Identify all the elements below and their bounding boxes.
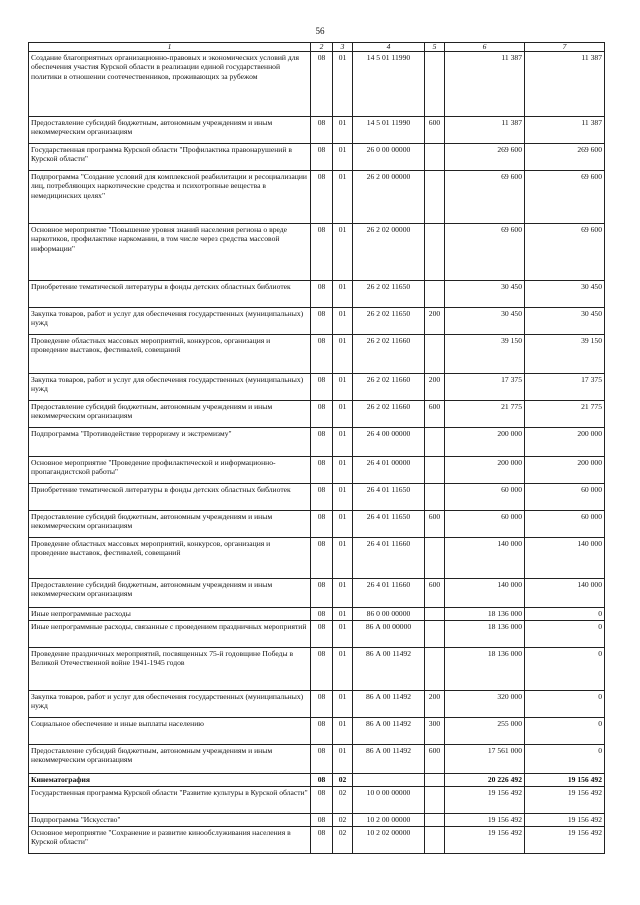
- table-row: [29, 457, 605, 484]
- cell-name: Предоставление субсидий бюджетным, автономным учреждениям и иным некоммерческим организациям: [29, 579, 311, 608]
- cell-name: Приобретение тематической литературы в фонды детских областных библиотек: [29, 484, 311, 511]
- cell-name: Кинематография: [29, 774, 311, 787]
- cell-section: 08: [311, 814, 333, 827]
- cell-amount-1: 18 136 000: [445, 648, 525, 691]
- cell-amount-1: 19 156 492: [445, 827, 525, 854]
- cell-target-article: 26 2 00 00000: [353, 171, 425, 224]
- cell-expense-type: [425, 335, 445, 374]
- cell-name: Основное мероприятие "Проведение профилактической и информационно-пропагандистской работы": [29, 457, 311, 484]
- cell-expense-type: [425, 538, 445, 579]
- table-row: [29, 401, 605, 428]
- cell-amount-1: 60 000: [445, 484, 525, 511]
- cell-name: Социальное обеспечение и иные выплаты населению: [29, 718, 311, 745]
- cell-subsection: 02: [333, 787, 353, 814]
- table-row: [29, 335, 605, 374]
- cell-section: 08: [311, 745, 333, 774]
- cell-section: 08: [311, 335, 333, 374]
- cell-amount-2: 0: [525, 621, 605, 648]
- cell-section: 08: [311, 538, 333, 579]
- cell-amount-1: 18 136 000: [445, 621, 525, 648]
- cell-expense-type: [425, 457, 445, 484]
- cell-expense-type: 600: [425, 745, 445, 774]
- cell-section: 08: [311, 428, 333, 457]
- cell-target-article: 26 2 02 11660: [353, 401, 425, 428]
- cell-section: 08: [311, 608, 333, 621]
- table-row: [29, 117, 605, 144]
- header-col-2: 2: [311, 43, 333, 52]
- cell-expense-type: 300: [425, 718, 445, 745]
- cell-section: 08: [311, 374, 333, 401]
- cell-expense-type: 600: [425, 401, 445, 428]
- cell-subsection: 01: [333, 224, 353, 281]
- table-row: [29, 308, 605, 335]
- cell-target-article: 26 4 01 00000: [353, 457, 425, 484]
- cell-expense-type: [425, 281, 445, 308]
- cell-amount-1: 21 775: [445, 401, 525, 428]
- cell-amount-1: 60 000: [445, 511, 525, 538]
- cell-section: 08: [311, 511, 333, 538]
- cell-section: 08: [311, 648, 333, 691]
- cell-subsection: 01: [333, 511, 353, 538]
- cell-subsection: 01: [333, 579, 353, 608]
- table-row: [29, 774, 605, 787]
- cell-name: Предоставление субсидий бюджетным, автономным учреждениям и иным некоммерческим организациям: [29, 745, 311, 774]
- cell-name: Предоставление субсидий бюджетным, автономным учреждениям и иным некоммерческим организациям: [29, 511, 311, 538]
- table-row: [29, 171, 605, 224]
- cell-amount-2: 60 000: [525, 484, 605, 511]
- cell-amount-2: 200 000: [525, 457, 605, 484]
- header-col-5: 5: [425, 43, 445, 52]
- header-col-7: 7: [525, 43, 605, 52]
- cell-name: Основное мероприятие "Повышение уровня знаний населения региона о вреде наркотиков, профилактике наркомании, в том числе через средства массовой информации": [29, 224, 311, 281]
- cell-subsection: 01: [333, 608, 353, 621]
- cell-amount-2: 11 387: [525, 52, 605, 117]
- cell-amount-2: 19 156 492: [525, 814, 605, 827]
- cell-expense-type: [425, 648, 445, 691]
- cell-section: 08: [311, 224, 333, 281]
- cell-amount-2: 21 775: [525, 401, 605, 428]
- cell-amount-1: 19 156 492: [445, 787, 525, 814]
- page-number: 56: [315, 26, 325, 36]
- cell-amount-2: 39 150: [525, 335, 605, 374]
- table-row: [29, 787, 605, 814]
- cell-expense-type: [425, 774, 445, 787]
- cell-amount-1: 11 387: [445, 117, 525, 144]
- cell-name: Закупка товаров, работ и услуг для обеспечения государственных (муниципальных) нужд: [29, 374, 311, 401]
- cell-expense-type: [425, 171, 445, 224]
- cell-amount-2: 60 000: [525, 511, 605, 538]
- cell-expense-type: 200: [425, 374, 445, 401]
- cell-subsection: 01: [333, 621, 353, 648]
- cell-amount-2: 69 600: [525, 171, 605, 224]
- header-col-4: 4: [353, 43, 425, 52]
- cell-amount-1: 17 561 000: [445, 745, 525, 774]
- cell-target-article: 26 2 02 11660: [353, 374, 425, 401]
- cell-name: Подпрограмма "Искусство": [29, 814, 311, 827]
- cell-name: Создание благоприятных организационно-правовых и экономических условий для обеспечения участия Курской области в реализации единой государственной политики в отношении соотечественников, проживающих за рубежом: [29, 52, 311, 117]
- table-row: [29, 745, 605, 774]
- cell-expense-type: [425, 827, 445, 854]
- cell-subsection: 02: [333, 827, 353, 854]
- cell-section: 08: [311, 281, 333, 308]
- cell-section: 08: [311, 401, 333, 428]
- cell-target-article: 86 А 00 11492: [353, 648, 425, 691]
- cell-subsection: 01: [333, 281, 353, 308]
- cell-amount-2: 17 375: [525, 374, 605, 401]
- cell-target-article: 26 2 02 00000: [353, 224, 425, 281]
- cell-amount-1: 11 387: [445, 52, 525, 117]
- table-row: [29, 511, 605, 538]
- cell-amount-2: 0: [525, 608, 605, 621]
- cell-subsection: 01: [333, 401, 353, 428]
- cell-target-article: 86 0 00 00000: [353, 608, 425, 621]
- cell-section: 08: [311, 774, 333, 787]
- cell-section: 08: [311, 117, 333, 144]
- cell-target-article: 86 А 00 11492: [353, 718, 425, 745]
- cell-amount-1: 18 136 000: [445, 608, 525, 621]
- cell-name: Закупка товаров, работ и услуг для обеспечения государственных (муниципальных) нужд: [29, 691, 311, 718]
- cell-amount-1: 17 375: [445, 374, 525, 401]
- cell-amount-2: 19 156 492: [525, 787, 605, 814]
- cell-subsection: 01: [333, 538, 353, 579]
- table-row: [29, 691, 605, 718]
- cell-expense-type: [425, 787, 445, 814]
- table-body: [29, 52, 605, 854]
- cell-name: Подпрограмма "Противодействие терроризму и экстремизму": [29, 428, 311, 457]
- cell-expense-type: [425, 144, 445, 171]
- cell-amount-2: 0: [525, 718, 605, 745]
- header-col-3: 3: [333, 43, 353, 52]
- cell-amount-2: 19 156 492: [525, 827, 605, 854]
- cell-amount-1: 255 000: [445, 718, 525, 745]
- cell-subsection: 01: [333, 308, 353, 335]
- cell-subsection: 01: [333, 691, 353, 718]
- cell-subsection: 01: [333, 52, 353, 117]
- cell-target-article: 26 4 01 11660: [353, 538, 425, 579]
- cell-target-article: 26 4 01 11650: [353, 484, 425, 511]
- cell-subsection: 01: [333, 428, 353, 457]
- cell-expense-type: 600: [425, 117, 445, 144]
- cell-section: 08: [311, 787, 333, 814]
- cell-amount-1: 269 600: [445, 144, 525, 171]
- cell-subsection: 01: [333, 117, 353, 144]
- cell-amount-2: 140 000: [525, 579, 605, 608]
- cell-name: Иные непрограммные расходы: [29, 608, 311, 621]
- cell-expense-type: [425, 484, 445, 511]
- budget-table: [28, 42, 605, 854]
- cell-name: Предоставление субсидий бюджетным, автономным учреждениям и иным некоммерческим организациям: [29, 401, 311, 428]
- cell-name: Иные непрограммные расходы, связанные с проведением праздничных мероприятий: [29, 621, 311, 648]
- cell-target-article: 10 2 00 00000: [353, 814, 425, 827]
- cell-target-article: 26 4 01 11650: [353, 511, 425, 538]
- cell-name: Проведение праздничных мероприятий, посвященных 75-й годовщине Победы в Великой Отечественной войне 1941-1945 годов: [29, 648, 311, 691]
- cell-target-article: 26 4 01 11660: [353, 579, 425, 608]
- cell-target-article: [353, 774, 425, 787]
- cell-amount-2: 19 156 492: [525, 774, 605, 787]
- cell-expense-type: [425, 621, 445, 648]
- cell-expense-type: [425, 814, 445, 827]
- cell-target-article: 10 0 00 00000: [353, 787, 425, 814]
- cell-subsection: 02: [333, 814, 353, 827]
- cell-name: Приобретение тематической литературы в фонды детских областных библиотек: [29, 281, 311, 308]
- cell-amount-1: 19 156 492: [445, 814, 525, 827]
- cell-target-article: 26 0 00 00000: [353, 144, 425, 171]
- cell-target-article: 26 4 00 00000: [353, 428, 425, 457]
- cell-section: 08: [311, 718, 333, 745]
- cell-amount-1: 200 000: [445, 457, 525, 484]
- cell-amount-2: 30 450: [525, 308, 605, 335]
- cell-target-article: 26 2 02 11650: [353, 308, 425, 335]
- cell-section: 08: [311, 579, 333, 608]
- cell-amount-2: 0: [525, 691, 605, 718]
- cell-section: 08: [311, 457, 333, 484]
- cell-subsection: 01: [333, 648, 353, 691]
- cell-section: 08: [311, 691, 333, 718]
- table-row: [29, 648, 605, 691]
- cell-amount-1: 69 600: [445, 171, 525, 224]
- cell-section: 08: [311, 827, 333, 854]
- header-col-6: 6: [445, 43, 525, 52]
- cell-expense-type: [425, 428, 445, 457]
- table-row: [29, 428, 605, 457]
- table-row: [29, 144, 605, 171]
- cell-amount-1: 140 000: [445, 579, 525, 608]
- table-row: [29, 538, 605, 579]
- cell-target-article: 86 А 00 00000: [353, 621, 425, 648]
- cell-amount-1: 30 450: [445, 308, 525, 335]
- cell-amount-2: 200 000: [525, 428, 605, 457]
- cell-section: 08: [311, 171, 333, 224]
- cell-expense-type: [425, 608, 445, 621]
- cell-subsection: 01: [333, 457, 353, 484]
- cell-name: Проведение областных массовых мероприятий, конкурсов, организация и проведение выставок, фестивалей, совещаний: [29, 538, 311, 579]
- cell-name: Государственная программа Курской области "Профилактика правонарушений в Курской области": [29, 144, 311, 171]
- table-row: [29, 621, 605, 648]
- cell-amount-2: 0: [525, 648, 605, 691]
- cell-section: 08: [311, 144, 333, 171]
- cell-amount-2: 269 600: [525, 144, 605, 171]
- cell-amount-1: 69 600: [445, 224, 525, 281]
- cell-target-article: 86 А 00 11492: [353, 745, 425, 774]
- cell-target-article: 14 5 01 11990: [353, 52, 425, 117]
- cell-expense-type: 200: [425, 308, 445, 335]
- cell-expense-type: [425, 224, 445, 281]
- cell-target-article: 10 2 02 00000: [353, 827, 425, 854]
- cell-expense-type: 200: [425, 691, 445, 718]
- table-row: [29, 814, 605, 827]
- cell-section: 08: [311, 484, 333, 511]
- cell-name: Предоставление субсидий бюджетным, автономным учреждениям и иным некоммерческим организациям: [29, 117, 311, 144]
- cell-section: 08: [311, 308, 333, 335]
- header-row: [29, 43, 605, 52]
- cell-amount-2: 69 600: [525, 224, 605, 281]
- cell-subsection: 01: [333, 171, 353, 224]
- cell-expense-type: 600: [425, 511, 445, 538]
- table-row: [29, 484, 605, 511]
- cell-amount-1: 20 226 492: [445, 774, 525, 787]
- cell-subsection: 01: [333, 144, 353, 171]
- cell-amount-1: 140 000: [445, 538, 525, 579]
- table-row: [29, 827, 605, 854]
- cell-amount-2: 30 450: [525, 281, 605, 308]
- table-row: [29, 281, 605, 308]
- cell-expense-type: [425, 52, 445, 117]
- cell-amount-1: 200 000: [445, 428, 525, 457]
- table-row: [29, 579, 605, 608]
- cell-target-article: 26 2 02 11650: [353, 281, 425, 308]
- table-row: [29, 52, 605, 117]
- cell-amount-1: 320 000: [445, 691, 525, 718]
- cell-target-article: 86 А 00 11492: [353, 691, 425, 718]
- header-col-1: 1: [29, 43, 311, 52]
- cell-amount-2: 0: [525, 745, 605, 774]
- cell-name: Государственная программа Курской области "Развитие культуры в Курской области": [29, 787, 311, 814]
- cell-subsection: 01: [333, 374, 353, 401]
- table-row: [29, 718, 605, 745]
- cell-subsection: 01: [333, 335, 353, 374]
- cell-name: Закупка товаров, работ и услуг для обеспечения государственных (муниципальных) нужд: [29, 308, 311, 335]
- cell-amount-2: 140 000: [525, 538, 605, 579]
- cell-name: Основное мероприятие "Сохранение и развитие кинообслуживания населения в Курской области": [29, 827, 311, 854]
- cell-subsection: 01: [333, 484, 353, 511]
- cell-section: 08: [311, 621, 333, 648]
- cell-name: Проведение областных массовых мероприятий, конкурсов, организация и проведение выставок, фестивалей, совещаний: [29, 335, 311, 374]
- cell-amount-2: 11 387: [525, 117, 605, 144]
- cell-expense-type: 600: [425, 579, 445, 608]
- cell-name: Подпрограмма "Создание условий для комплексной реабилитации и ресоциализации лиц, потребляющих наркотические средства и психотропные вещества в немедицинских целях": [29, 171, 311, 224]
- cell-subsection: 02: [333, 774, 353, 787]
- cell-target-article: 26 2 02 11660: [353, 335, 425, 374]
- cell-amount-1: 30 450: [445, 281, 525, 308]
- table-row: [29, 224, 605, 281]
- cell-subsection: 01: [333, 718, 353, 745]
- cell-subsection: 01: [333, 745, 353, 774]
- cell-target-article: 14 5 01 11990: [353, 117, 425, 144]
- table-row: [29, 608, 605, 621]
- cell-amount-1: 39 150: [445, 335, 525, 374]
- table-row: [29, 374, 605, 401]
- cell-section: 08: [311, 52, 333, 117]
